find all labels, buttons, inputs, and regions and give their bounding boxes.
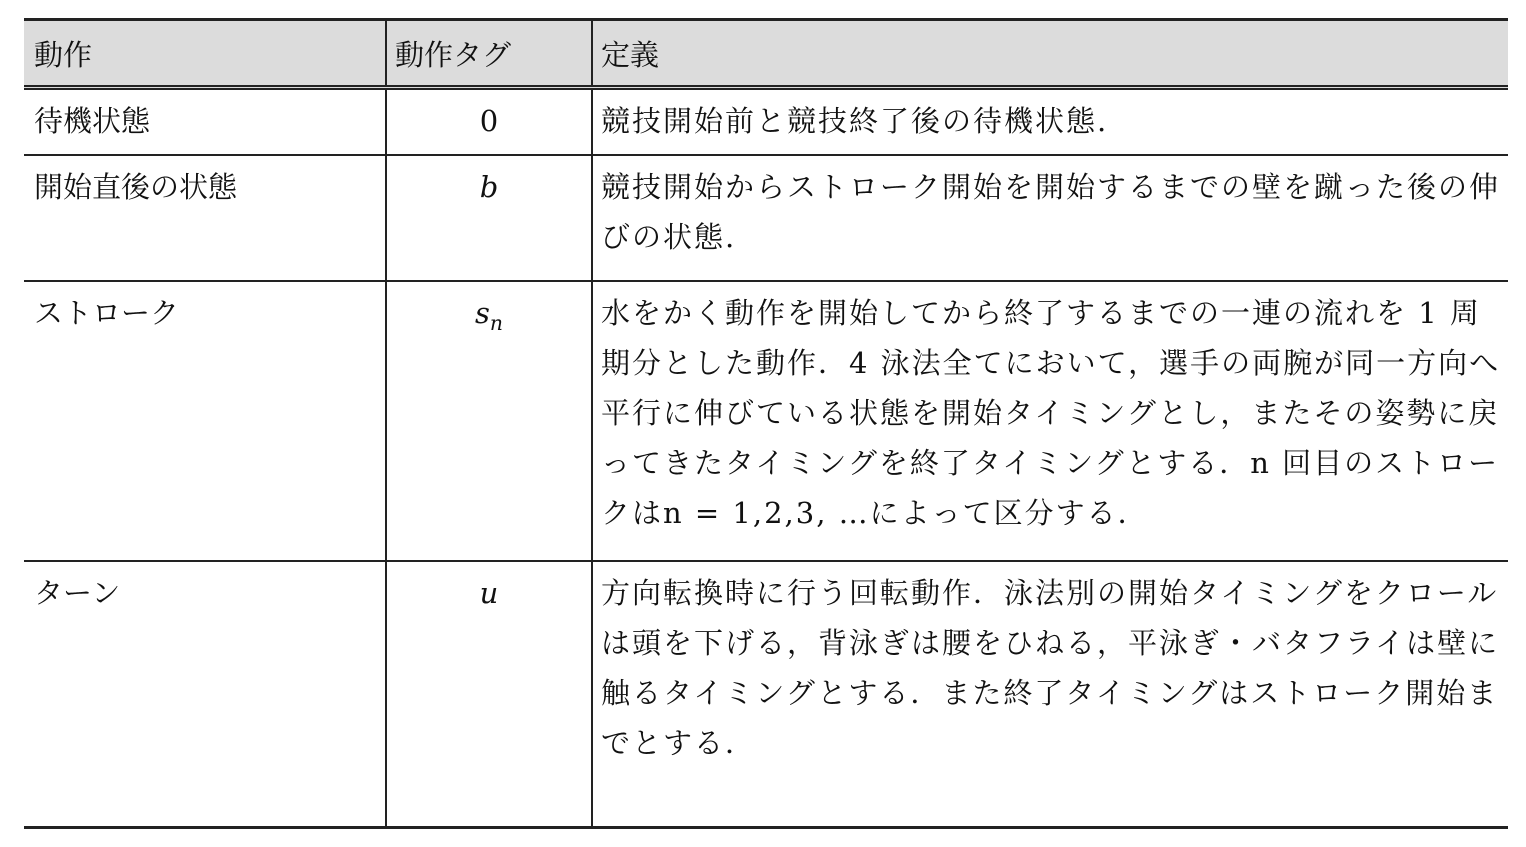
action-definition-table [24, 18, 1508, 829]
table-header-row [24, 20, 1508, 88]
action-definition: 方向転換時に行う回転動作．泳法別の開始タイミングをクロールは頭を下げる，背泳ぎは腰をひねる，平泳ぎ・バタフライは壁に触るタイミングとする．また終了タイミングはストローク開始までとする． [592, 561, 1508, 828]
action-definition: 水をかく動作を開始してから終了するまでの一連の流れを 1 周期分とした動作．4 泳法全てにおいて，選手の両腕が同一方向へ平行に伸びている状態を開始タイミングとし，またその姿勢に戻ってきたタイミングを終了タイミングとする．n 回目のストロークはn = 1,2,3, …によって区分する． [592, 281, 1508, 561]
action-definition: 競技開始前と競技終了後の待機状態. [592, 88, 1508, 156]
action-definition: 競技開始からストローク開始を開始するまでの壁を蹴った後の伸びの状態. [592, 155, 1508, 281]
header-action-tag: 動作タグ [386, 20, 592, 88]
table-row [24, 88, 1508, 156]
action-tag-subscript: n [489, 311, 503, 336]
table-row [24, 281, 1508, 561]
action-tag: b [386, 155, 592, 281]
table-row [24, 155, 1508, 281]
header-definition: 定義 [592, 20, 1508, 88]
action-name: 待機状態 [24, 88, 386, 156]
action-tag: 0 [386, 88, 592, 156]
action-name: 開始直後の状態 [24, 155, 386, 281]
action-tag: u [386, 561, 592, 828]
action-name: ターン [24, 561, 386, 828]
header-action: 動作 [24, 20, 386, 88]
table-row [24, 561, 1508, 828]
action-name: ストローク [24, 281, 386, 561]
action-tag-base: s [475, 296, 490, 330]
action-tag [386, 281, 592, 561]
